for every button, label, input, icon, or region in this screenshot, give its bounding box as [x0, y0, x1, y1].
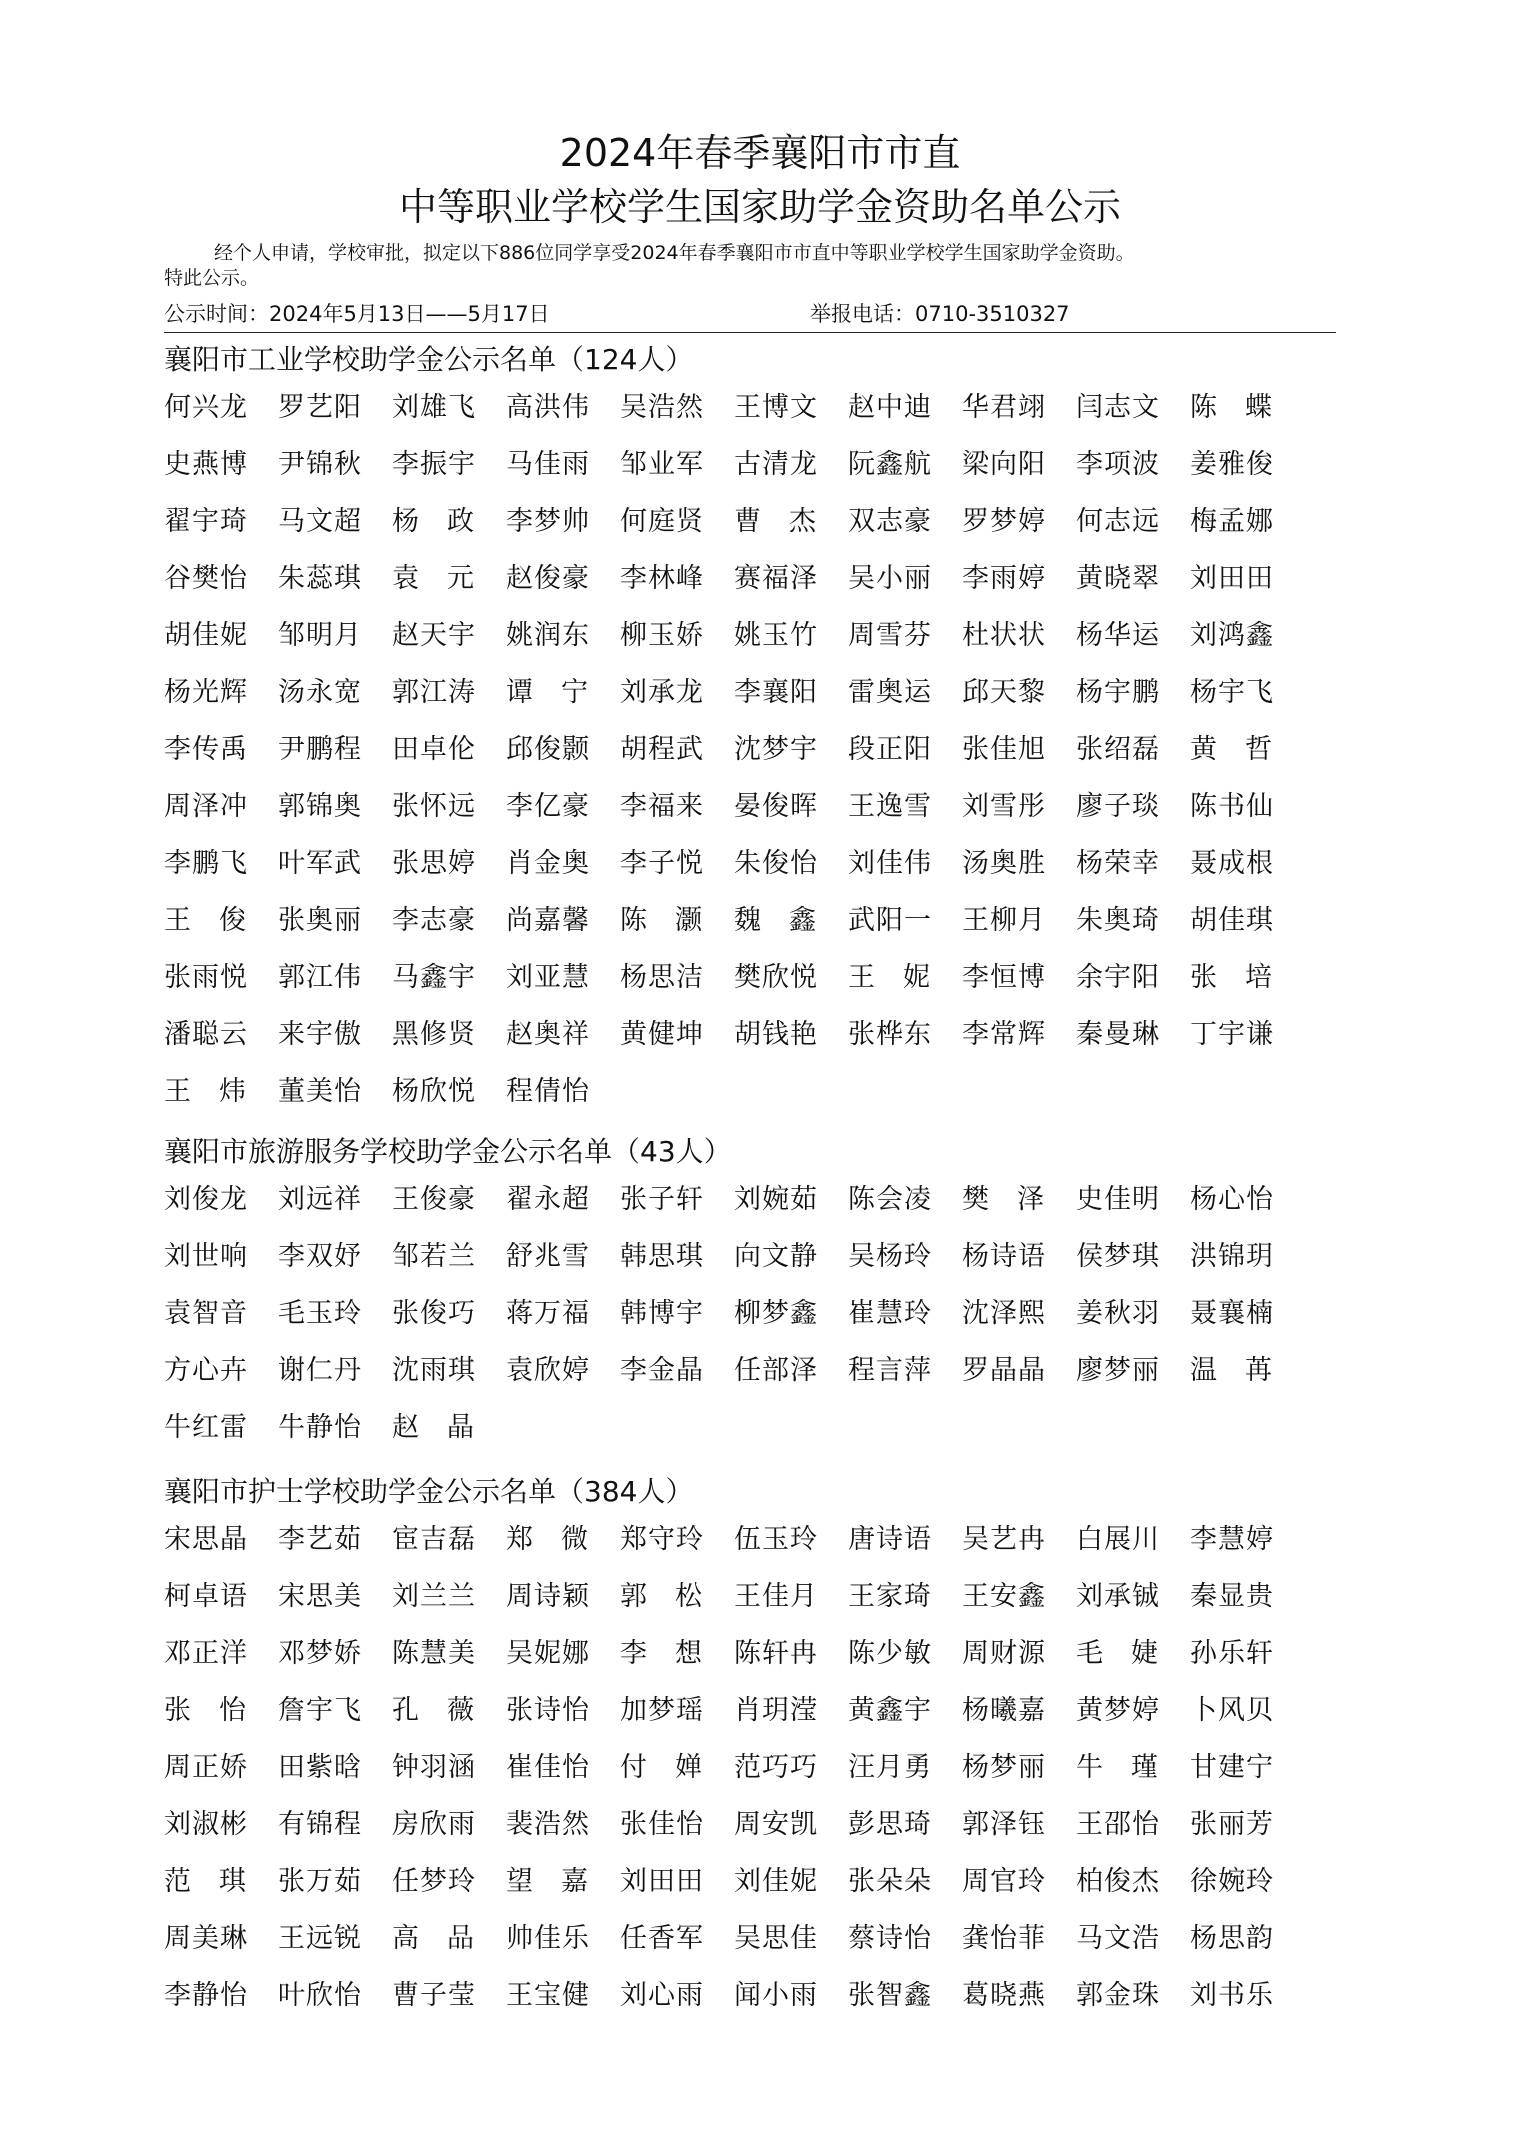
recipient-name: 吴艺冉 — [962, 1524, 1046, 1555]
recipient-name: 裴浩然 — [506, 1809, 590, 1840]
recipient-name: 姜秋羽 — [1076, 1298, 1160, 1329]
recipient-name: 段正阳 — [848, 734, 932, 765]
recipient-name: 牛瑾 — [1076, 1752, 1186, 1783]
recipient-name: 邹明月 — [278, 620, 362, 651]
recipient-name: 毛玉玲 — [278, 1298, 362, 1329]
recipient-name: 王博文 — [734, 392, 818, 423]
recipient-name: 谭宁 — [506, 677, 616, 708]
recipient-name: 刘俊龙 — [164, 1184, 248, 1215]
recipient-name: 加梦瑶 — [620, 1695, 704, 1726]
recipient-name: 雷奥运 — [848, 677, 932, 708]
recipient-name: 刘远祥 — [278, 1184, 362, 1215]
recipient-name: 王佳月 — [734, 1581, 818, 1612]
recipient-name: 秦曼琳 — [1076, 1019, 1160, 1050]
recipient-name: 杨诗语 — [962, 1241, 1046, 1272]
recipient-name: 任梦玲 — [392, 1866, 476, 1897]
recipient-name: 杨心怡 — [1190, 1184, 1274, 1215]
recipient-name: 闻小雨 — [734, 1980, 818, 2011]
recipient-name: 邱天黎 — [962, 677, 1046, 708]
recipient-name: 李金晶 — [620, 1355, 704, 1386]
recipient-name: 范巧巧 — [734, 1752, 818, 1783]
recipient-name: 李恒博 — [962, 962, 1046, 993]
recipient-name: 周雪芬 — [848, 620, 932, 651]
recipient-name: 赵奥祥 — [506, 1019, 590, 1050]
recipient-name: 李艺茹 — [278, 1524, 362, 1555]
recipient-name: 曹杰 — [734, 506, 844, 537]
name-grid — [164, 1182, 1344, 1467]
recipient-name: 付婵 — [620, 1752, 730, 1783]
recipient-name: 任部泽 — [734, 1355, 818, 1386]
recipient-name: 邓梦娇 — [278, 1638, 362, 1669]
recipient-name: 张怀远 — [392, 791, 476, 822]
recipient-name: 姜雅俊 — [1190, 449, 1274, 480]
recipient-name: 王炜 — [164, 1076, 274, 1107]
recipient-name: 程倩怡 — [506, 1076, 590, 1107]
recipient-name: 梅孟娜 — [1190, 506, 1274, 537]
recipient-name: 任香军 — [620, 1923, 704, 1954]
recipient-name: 徐婉玲 — [1190, 1866, 1274, 1897]
header-divider — [164, 332, 1336, 333]
recipient-name: 余宇阳 — [1076, 962, 1160, 993]
recipient-name: 孔薇 — [392, 1695, 502, 1726]
recipient-name: 汤奥胜 — [962, 848, 1046, 879]
recipient-name: 望嘉 — [506, 1866, 616, 1897]
recipient-name: 宦吉磊 — [392, 1524, 476, 1555]
recipient-name: 廖梦丽 — [1076, 1355, 1160, 1386]
recipient-name: 何兴龙 — [164, 392, 248, 423]
recipient-name: 黄梦婷 — [1076, 1695, 1160, 1726]
recipient-name: 刘世响 — [164, 1241, 248, 1272]
recipient-name: 伍玉玲 — [734, 1524, 818, 1555]
recipient-name: 王远锐 — [278, 1923, 362, 1954]
recipient-name: 刘雪彤 — [962, 791, 1046, 822]
recipient-name: 刘佳伟 — [848, 848, 932, 879]
recipient-name: 李振宇 — [392, 449, 476, 480]
recipient-name: 郭金珠 — [1076, 1980, 1160, 2011]
recipient-name: 刘婉茹 — [734, 1184, 818, 1215]
recipient-name: 沈泽熙 — [962, 1298, 1046, 1329]
recipient-name: 秦显贵 — [1190, 1581, 1274, 1612]
recipient-name: 王安鑫 — [962, 1581, 1046, 1612]
recipient-name: 陈少敏 — [848, 1638, 932, 1669]
recipient-name: 杨华运 — [1076, 620, 1160, 651]
recipient-name: 张丽芳 — [1190, 1809, 1274, 1840]
recipient-name: 黄晓翠 — [1076, 563, 1160, 594]
recipient-name: 钟羽涵 — [392, 1752, 476, 1783]
recipient-name: 邱俊颢 — [506, 734, 590, 765]
recipient-name: 柯卓语 — [164, 1581, 248, 1612]
recipient-name: 郭泽钰 — [962, 1809, 1046, 1840]
recipient-name: 马佳雨 — [506, 449, 590, 480]
recipient-name: 叶欣怡 — [278, 1980, 362, 2011]
recipient-name: 刘承龙 — [620, 677, 704, 708]
recipient-name: 闫志文 — [1076, 392, 1160, 423]
recipient-name: 龚怡菲 — [962, 1923, 1046, 1954]
recipient-name: 史佳明 — [1076, 1184, 1160, 1215]
recipient-name: 何庭贤 — [620, 506, 704, 537]
recipient-name: 黄哲 — [1190, 734, 1300, 765]
recipient-name: 柏俊杰 — [1076, 1866, 1160, 1897]
recipient-name: 双志豪 — [848, 506, 932, 537]
recipient-name: 陈慧美 — [392, 1638, 476, 1669]
recipient-name: 郑守玲 — [620, 1524, 704, 1555]
recipient-name: 谢仁丹 — [278, 1355, 362, 1386]
recipient-name: 谷樊怡 — [164, 563, 248, 594]
recipient-name: 王逸雪 — [848, 791, 932, 822]
intro-closing: 特此公示。 — [164, 267, 260, 289]
recipient-name: 朱奥琦 — [1076, 905, 1160, 936]
recipient-name: 温苒 — [1190, 1355, 1300, 1386]
recipient-name: 尚嘉馨 — [506, 905, 590, 936]
recipient-name: 赵晶 — [392, 1412, 502, 1443]
recipient-name: 柳梦鑫 — [734, 1298, 818, 1329]
recipient-name: 李常辉 — [962, 1019, 1046, 1050]
name-grid — [164, 1522, 1344, 2035]
recipient-name: 毛婕 — [1076, 1638, 1186, 1669]
recipient-name: 周财源 — [962, 1638, 1046, 1669]
recipient-name: 丁宇谦 — [1190, 1019, 1274, 1050]
recipient-name: 张雨悦 — [164, 962, 248, 993]
recipient-name: 田卓伦 — [392, 734, 476, 765]
recipient-name: 古清龙 — [734, 449, 818, 480]
recipient-name: 张万茹 — [278, 1866, 362, 1897]
recipient-name: 邹若兰 — [392, 1241, 476, 1272]
recipient-name: 詹宇飞 — [278, 1695, 362, 1726]
recipient-name: 柳玉娇 — [620, 620, 704, 651]
recipient-name: 廖子琰 — [1076, 791, 1160, 822]
recipient-name: 吴思佳 — [734, 1923, 818, 1954]
recipient-name: 李雨婷 — [962, 563, 1046, 594]
recipient-name: 马鑫宇 — [392, 962, 476, 993]
recipient-name: 朱俊怡 — [734, 848, 818, 879]
recipient-name: 洪锦玥 — [1190, 1241, 1274, 1272]
recipient-name: 刘兰兰 — [392, 1581, 476, 1612]
recipient-name: 张佳怡 — [620, 1809, 704, 1840]
publication-info — [164, 300, 1344, 330]
recipient-name: 聂襄楠 — [1190, 1298, 1274, 1329]
recipient-name: 李想 — [620, 1638, 730, 1669]
recipient-name: 杨思韵 — [1190, 1923, 1274, 1954]
recipient-name: 刘心雨 — [620, 1980, 704, 2011]
recipient-name: 有锦程 — [278, 1809, 362, 1840]
recipient-name: 王宝健 — [506, 1980, 590, 2011]
recipient-name: 李志豪 — [392, 905, 476, 936]
recipient-name: 汪月勇 — [848, 1752, 932, 1783]
recipient-name: 杨荣幸 — [1076, 848, 1160, 879]
recipient-name: 刘书乐 — [1190, 1980, 1274, 2011]
recipient-name: 宋思美 — [278, 1581, 362, 1612]
section-industrial-school — [164, 342, 1344, 1131]
recipient-name: 胡佳琪 — [1190, 905, 1274, 936]
recipient-name: 袁欣婷 — [506, 1355, 590, 1386]
recipient-name: 李静怡 — [164, 1980, 248, 2011]
recipient-name: 刘雄飞 — [392, 392, 476, 423]
recipient-name: 王妮 — [848, 962, 958, 993]
recipient-name: 彭思琦 — [848, 1809, 932, 1840]
recipient-name: 李鹏飞 — [164, 848, 248, 879]
recipient-name: 郭松 — [620, 1581, 730, 1612]
recipient-name: 张佳旭 — [962, 734, 1046, 765]
recipient-name: 张诗怡 — [506, 1695, 590, 1726]
recipient-name: 邓正洋 — [164, 1638, 248, 1669]
recipient-name: 马文浩 — [1076, 1923, 1160, 1954]
recipient-name: 黄鑫宇 — [848, 1695, 932, 1726]
recipient-name: 黄健坤 — [620, 1019, 704, 1050]
recipient-name: 刘承铖 — [1076, 1581, 1160, 1612]
recipient-name: 宋思晶 — [164, 1524, 248, 1555]
recipient-name: 周正娇 — [164, 1752, 248, 1783]
recipient-name: 侯梦琪 — [1076, 1241, 1160, 1272]
recipient-name: 李福来 — [620, 791, 704, 822]
recipient-name: 罗梦婷 — [962, 506, 1046, 537]
recipient-name: 王家琦 — [848, 1581, 932, 1612]
recipient-name: 李双妤 — [278, 1241, 362, 1272]
recipient-name: 张桦东 — [848, 1019, 932, 1050]
recipient-name: 张智鑫 — [848, 1980, 932, 2011]
recipient-name: 高品 — [392, 1923, 502, 1954]
section-heading: 襄阳市护士学校助学金公示名单（384人） — [164, 1475, 694, 1508]
publication-time: 公示时间：2024年5月13日——5月17日 — [164, 302, 550, 326]
recipient-name: 崔慧玲 — [848, 1298, 932, 1329]
recipient-name: 郑微 — [506, 1524, 616, 1555]
recipient-name: 刘亚慧 — [506, 962, 590, 993]
recipient-name: 郭锦奥 — [278, 791, 362, 822]
recipient-name: 陈灏 — [620, 905, 730, 936]
recipient-name: 吴小丽 — [848, 563, 932, 594]
recipient-name: 甘建宁 — [1190, 1752, 1274, 1783]
recipient-name: 张朵朵 — [848, 1866, 932, 1897]
recipient-name: 黑修贤 — [392, 1019, 476, 1050]
recipient-name: 高洪伟 — [506, 392, 590, 423]
recipient-name: 袁元 — [392, 563, 502, 594]
recipient-name: 华君翊 — [962, 392, 1046, 423]
recipient-name: 阮鑫航 — [848, 449, 932, 480]
recipient-name: 何志远 — [1076, 506, 1160, 537]
recipient-name: 汤永宽 — [278, 677, 362, 708]
recipient-name: 卜风贝 — [1190, 1695, 1274, 1726]
recipient-name: 吴浩然 — [620, 392, 704, 423]
recipient-name: 杨光辉 — [164, 677, 248, 708]
recipient-name: 王俊 — [164, 905, 274, 936]
recipient-name: 李梦帅 — [506, 506, 590, 537]
recipient-name: 袁智音 — [164, 1298, 248, 1329]
recipient-name: 吴杨玲 — [848, 1241, 932, 1272]
recipient-name: 李亿豪 — [506, 791, 590, 822]
recipient-name: 杨宇鹏 — [1076, 677, 1160, 708]
recipient-name: 尹鹏程 — [278, 734, 362, 765]
recipient-name: 周官玲 — [962, 1866, 1046, 1897]
recipient-name: 李传禹 — [164, 734, 248, 765]
recipient-name: 赵中迪 — [848, 392, 932, 423]
recipient-name: 刘田田 — [620, 1866, 704, 1897]
section-heading: 襄阳市工业学校助学金公示名单（124人） — [164, 343, 694, 376]
recipient-name: 葛晓燕 — [962, 1980, 1046, 2011]
recipient-name: 韩思琪 — [620, 1241, 704, 1272]
recipient-name: 罗艺阳 — [278, 392, 362, 423]
recipient-name: 杨曦嘉 — [962, 1695, 1046, 1726]
recipient-name: 叶军武 — [278, 848, 362, 879]
recipient-name: 白展川 — [1076, 1524, 1160, 1555]
recipient-name: 杨欣悦 — [392, 1076, 476, 1107]
recipient-name: 杨梦丽 — [962, 1752, 1046, 1783]
recipient-name: 肖金奥 — [506, 848, 590, 879]
recipient-name: 翟宇琦 — [164, 506, 248, 537]
recipient-name: 樊泽 — [962, 1184, 1072, 1215]
recipient-name: 陈会凌 — [848, 1184, 932, 1215]
recipient-name: 牛红雷 — [164, 1412, 248, 1443]
recipient-name: 帅佳乐 — [506, 1923, 590, 1954]
recipient-name: 蔡诗怡 — [848, 1923, 932, 1954]
recipient-name: 刘佳妮 — [734, 1866, 818, 1897]
notice-title-line2: 中等职业学校学生国家助学金资助名单公示 — [398, 185, 1121, 229]
recipient-name: 朱蕊琪 — [278, 563, 362, 594]
recipient-name: 尹锦秋 — [278, 449, 362, 480]
recipient-name: 沈梦宇 — [734, 734, 818, 765]
recipient-name: 崔佳怡 — [506, 1752, 590, 1783]
recipient-name: 王柳月 — [962, 905, 1046, 936]
recipient-name: 张思婷 — [392, 848, 476, 879]
recipient-name: 陈轩冉 — [734, 1638, 818, 1669]
section-tourism-school — [164, 1134, 1344, 1467]
recipient-name: 梁向阳 — [962, 449, 1046, 480]
recipient-name: 张绍磊 — [1076, 734, 1160, 765]
recipient-name: 武阳一 — [848, 905, 932, 936]
recipient-name: 邹业军 — [620, 449, 704, 480]
section-heading: 襄阳市旅游服务学校助学金公示名单（43人） — [164, 1135, 732, 1168]
recipient-name: 董美怡 — [278, 1076, 362, 1107]
recipient-name: 曹子莹 — [392, 1980, 476, 2011]
recipient-name: 周安凯 — [734, 1809, 818, 1840]
section-nursing-school — [164, 1474, 1344, 2035]
recipient-name: 姚润东 — [506, 620, 590, 651]
recipient-name: 周泽冲 — [164, 791, 248, 822]
recipient-name: 张子轩 — [620, 1184, 704, 1215]
recipient-name: 赵天宇 — [392, 620, 476, 651]
recipient-name: 史燕博 — [164, 449, 248, 480]
recipient-name: 杨宇飞 — [1190, 677, 1274, 708]
recipient-name: 郭江伟 — [278, 962, 362, 993]
recipient-name: 韩博宇 — [620, 1298, 704, 1329]
recipient-name: 杨思洁 — [620, 962, 704, 993]
recipient-name: 魏鑫 — [734, 905, 844, 936]
recipient-name: 赛福泽 — [734, 563, 818, 594]
report-phone: 举报电话：0710-3510327 — [810, 302, 1070, 326]
recipient-name: 胡佳妮 — [164, 620, 248, 651]
recipient-name: 吴妮娜 — [506, 1638, 590, 1669]
recipient-name: 聂成根 — [1190, 848, 1274, 879]
recipient-name: 晏俊晖 — [734, 791, 818, 822]
recipient-name: 李项波 — [1076, 449, 1160, 480]
recipient-name: 李襄阳 — [734, 677, 818, 708]
name-grid — [164, 390, 1344, 1131]
recipient-name: 程言萍 — [848, 1355, 932, 1386]
recipient-name: 杜状状 — [962, 620, 1046, 651]
recipient-name: 田紫晗 — [278, 1752, 362, 1783]
recipient-name: 刘田田 — [1190, 563, 1274, 594]
recipient-name: 沈雨琪 — [392, 1355, 476, 1386]
recipient-name: 张培 — [1190, 962, 1300, 993]
recipient-name: 刘鸿鑫 — [1190, 620, 1274, 651]
recipient-name: 樊欣悦 — [734, 962, 818, 993]
recipient-name: 杨政 — [392, 506, 502, 537]
recipient-name: 方心卉 — [164, 1355, 248, 1386]
recipient-name: 唐诗语 — [848, 1524, 932, 1555]
recipient-name: 马文超 — [278, 506, 362, 537]
recipient-name: 范琪 — [164, 1866, 274, 1897]
recipient-name: 陈书仙 — [1190, 791, 1274, 822]
recipient-name: 陈蝶 — [1190, 392, 1300, 423]
recipient-name: 牛静怡 — [278, 1412, 362, 1443]
recipient-name: 李林峰 — [620, 563, 704, 594]
recipient-name: 张奥丽 — [278, 905, 362, 936]
recipient-name: 翟永超 — [506, 1184, 590, 1215]
recipient-name: 张怡 — [164, 1695, 274, 1726]
recipient-name: 张俊巧 — [392, 1298, 476, 1329]
recipient-name: 王邵怡 — [1076, 1809, 1160, 1840]
recipient-name: 孙乐轩 — [1190, 1638, 1274, 1669]
recipient-name: 蒋万福 — [506, 1298, 590, 1329]
notice-title-line1: 2024年春季襄阳市市直 — [559, 131, 961, 175]
recipient-name: 赵俊豪 — [506, 563, 590, 594]
recipient-name: 李慧婷 — [1190, 1524, 1274, 1555]
recipient-name: 胡钱艳 — [734, 1019, 818, 1050]
recipient-name: 向文静 — [734, 1241, 818, 1272]
recipient-name: 郭江涛 — [392, 677, 476, 708]
recipient-name: 房欣雨 — [392, 1809, 476, 1840]
recipient-name: 潘聪云 — [164, 1019, 248, 1050]
recipient-name: 周诗颖 — [506, 1581, 590, 1612]
recipient-name: 周美琳 — [164, 1923, 248, 1954]
intro-text: 经个人申请，学校审批，拟定以下886位同学享受2024年春季襄阳市市直中等职业学校学生国家助学金资助。 — [214, 242, 1135, 264]
recipient-name: 姚玉竹 — [734, 620, 818, 651]
recipient-name: 肖玥滢 — [734, 1695, 818, 1726]
recipient-name: 刘淑彬 — [164, 1809, 248, 1840]
recipient-name: 胡程武 — [620, 734, 704, 765]
recipient-name: 舒兆雪 — [506, 1241, 590, 1272]
recipient-name: 王俊豪 — [392, 1184, 476, 1215]
recipient-name: 来宇傲 — [278, 1019, 362, 1050]
recipient-name: 李子悦 — [620, 848, 704, 879]
recipient-name: 罗晶晶 — [962, 1355, 1046, 1386]
